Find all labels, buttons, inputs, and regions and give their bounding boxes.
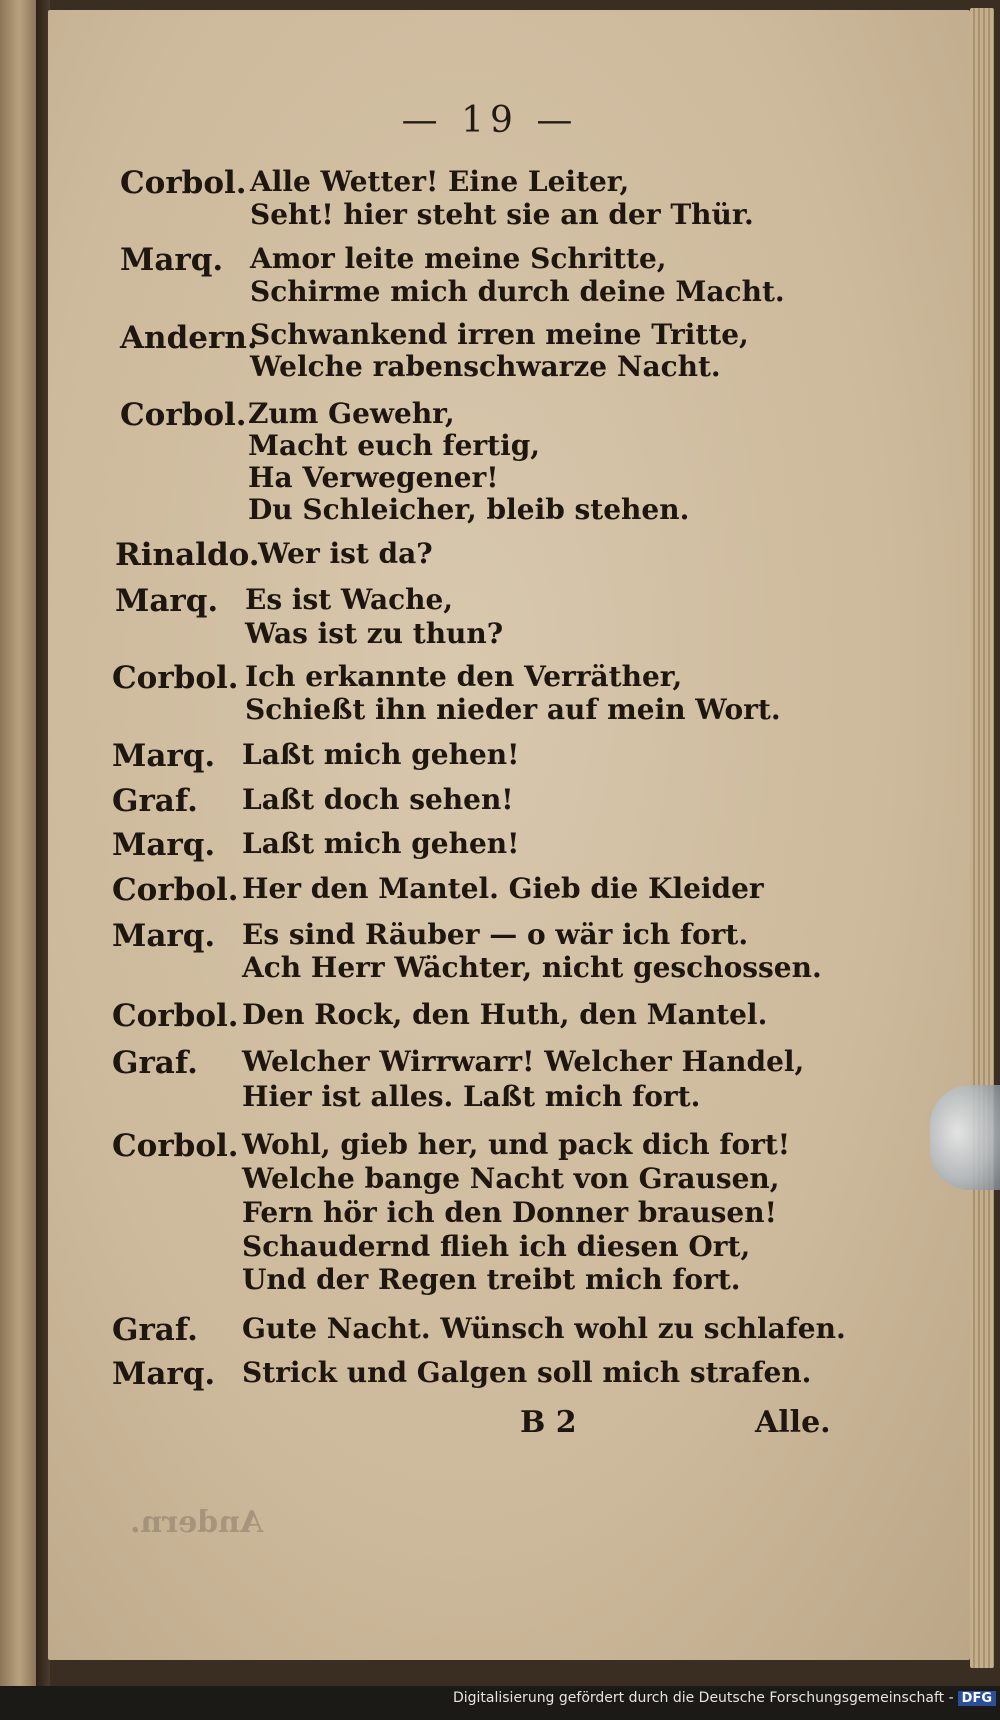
verse-line: Laßt doch sehen! xyxy=(242,783,514,816)
verse-line: Was ist zu thun? xyxy=(245,617,504,650)
verse-line: Schirme mich durch deine Macht. xyxy=(250,275,785,308)
verse-line: Es ist Wache, xyxy=(245,583,454,616)
verse-line: Alle Wetter! Eine Leiter, xyxy=(250,165,630,198)
verse-line: Seht! hier steht sie an der Thür. xyxy=(250,198,754,231)
speaker-label: Corbol. xyxy=(120,165,247,201)
verse-line: Laßt mich gehen! xyxy=(242,738,520,771)
verse-line: Welcher Wirrwarr! Welcher Handel, xyxy=(242,1045,805,1078)
speaker-label: Graf. xyxy=(112,1045,198,1081)
signature-mark: B 2 xyxy=(520,1405,577,1440)
speaker-label: Graf. xyxy=(112,783,198,819)
speaker-label: Corbol. xyxy=(112,1128,239,1164)
verse-line: Schießt ihn nieder auf mein Wort. xyxy=(245,693,781,726)
verse-line: Ich erkannte den Verräther, xyxy=(245,660,683,693)
speaker-label: Corbol. xyxy=(112,998,239,1034)
page-stack-edge xyxy=(970,8,994,1668)
verse-line: Her den Mantel. Gieb die Kleider xyxy=(242,872,764,905)
speaker-label: Andern. xyxy=(120,320,258,356)
verse-line: Macht euch fertig, xyxy=(248,429,541,462)
credit-text: Digitalisierung gefördert durch die Deutsche Forschungsgemeinschaft - xyxy=(452,1690,954,1706)
verse-line: Zum Gewehr, xyxy=(248,397,455,430)
verse-line: Du Schleicher, bleib stehen. xyxy=(248,493,690,526)
verse-line: Schaudernd flieh ich diesen Ort, xyxy=(242,1230,751,1263)
verse-line: Gute Nacht. Wünsch wohl zu schlafen. xyxy=(242,1312,846,1345)
speaker-label: Rinaldo. xyxy=(115,537,260,573)
digitization-credit xyxy=(0,1690,996,1706)
verse-line: Es sind Räuber — o wär ich fort. xyxy=(242,918,749,951)
speaker-label: Marq. xyxy=(112,918,216,954)
verse-line: Wohl, gieb her, und pack dich fort! xyxy=(242,1128,791,1161)
verse-line: Schwankend irren meine Tritte, xyxy=(250,318,749,351)
speaker-label: Marq. xyxy=(112,1356,216,1392)
verse-line: Amor leite meine Schritte, xyxy=(250,242,667,275)
verse-line: Fern hör ich den Donner brausen! xyxy=(242,1196,777,1229)
page-clip xyxy=(930,1085,1000,1190)
speaker-label: Marq. xyxy=(112,738,216,774)
bleed-through-text: Andern. xyxy=(130,1505,264,1540)
speaker-label: Corbol. xyxy=(112,872,239,908)
speaker-label: Marq. xyxy=(120,242,224,278)
verse-line: Den Rock, den Huth, den Mantel. xyxy=(242,998,768,1031)
verse-line: Strick und Galgen soll mich strafen. xyxy=(242,1356,812,1389)
verse-line: Welche bange Nacht von Grausen, xyxy=(242,1162,780,1195)
verse-line: Hier ist alles. Laßt mich fort. xyxy=(242,1080,701,1113)
page-number: — 19 — xyxy=(401,100,579,141)
speaker-label: Graf. xyxy=(112,1312,198,1348)
speaker-label: Marq. xyxy=(115,583,219,619)
verse-line: Und der Regen treibt mich fort. xyxy=(242,1263,741,1296)
speaker-label: Corbol. xyxy=(120,397,247,433)
verse-line: Welche rabenschwarze Nacht. xyxy=(250,350,721,383)
verse-line: Ach Herr Wächter, nicht geschossen. xyxy=(242,951,822,984)
speaker-label: Corbol. xyxy=(112,660,239,696)
catchword: Alle. xyxy=(755,1405,831,1440)
speaker-label: Marq. xyxy=(112,827,216,863)
dfg-logo: DFG xyxy=(958,1691,996,1706)
verse-line: Laßt mich gehen! xyxy=(242,827,520,860)
verse-line: Ha Verwegener! xyxy=(248,461,499,494)
verse-line: Wer ist da? xyxy=(258,537,433,570)
